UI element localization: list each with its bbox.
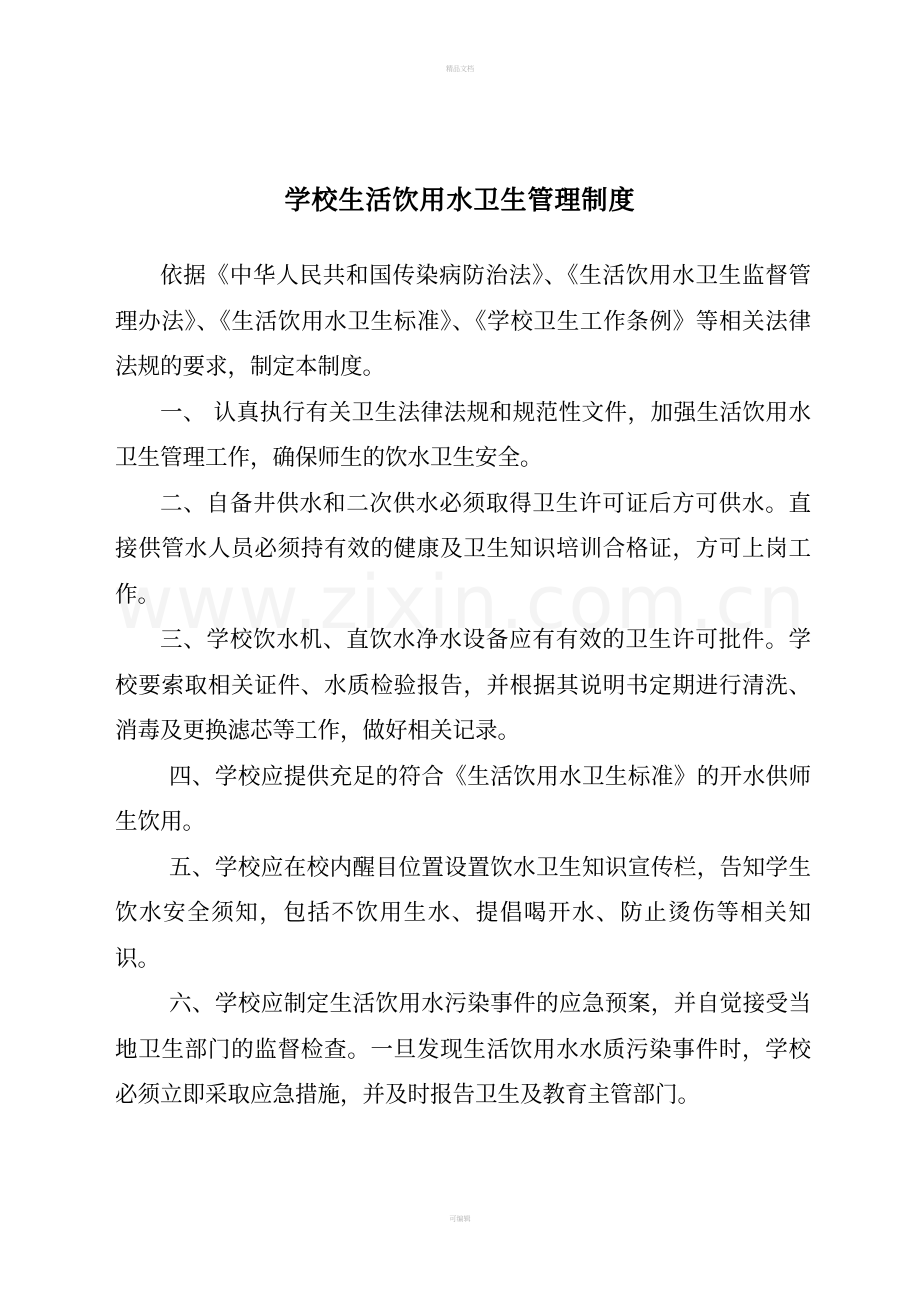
page-footer-mark: 可编辑 [449, 1215, 471, 1223]
paragraph-clause-6: 六、学校应制定生活饮用水污染事件的应急预案，并自觉接受当地卫生部门的监督检查。一旦发现生活饮用水水质污染事件时，学校必须立即采取应急措施，并及时报告卫生及教育主管部门。 [115, 991, 811, 1108]
paragraph-clause-5: 五、学校应在校内醒目位置设置饮水卫生知识宣传栏，告知学生饮水安全须知，包括不饮用生水、提倡喝开水、防止烫伤等相关知识。 [115, 854, 811, 972]
paragraph-clause-2: 二、自备井供水和二次供水必须取得卫生许可证后方可供水。直接供管水人员必须持有效的健康及卫生知识培训合格证，方可上岗工作。 [115, 490, 811, 608]
paragraph-clause-3: 三、学校饮水机、直饮水净水设备应有有效的卫生许可批件。学校要索取相关证件、水质检验报告，并根据其说明书定期进行清洗、消毒及更换滤芯等工作，做好相关记录。 [115, 627, 811, 744]
paragraph-clause-4: 四、学校应提供充足的符合《生活饮用水卫生标准》的开水供师生饮用。 [115, 763, 811, 835]
page-header-mark: 精品文档 [446, 65, 474, 73]
paragraph-clause-1: 一、 认真执行有关卫生法律法规和规范性文件，加强生活饮用水卫生管理工作，确保师生的饮水卫生安全。 [115, 399, 811, 471]
paragraph-preamble: 依据《中华人民共和国传染病防治法》、《生活饮用水卫生监督管理办法》、《生活饮用水卫生标准》、《学校卫生工作条例》等相关法律法规的要求，制定本制度。 [115, 263, 811, 380]
document-body [115, 254, 811, 1119]
document-title: 学校生活饮用水卫生管理制度 [284, 186, 636, 217]
